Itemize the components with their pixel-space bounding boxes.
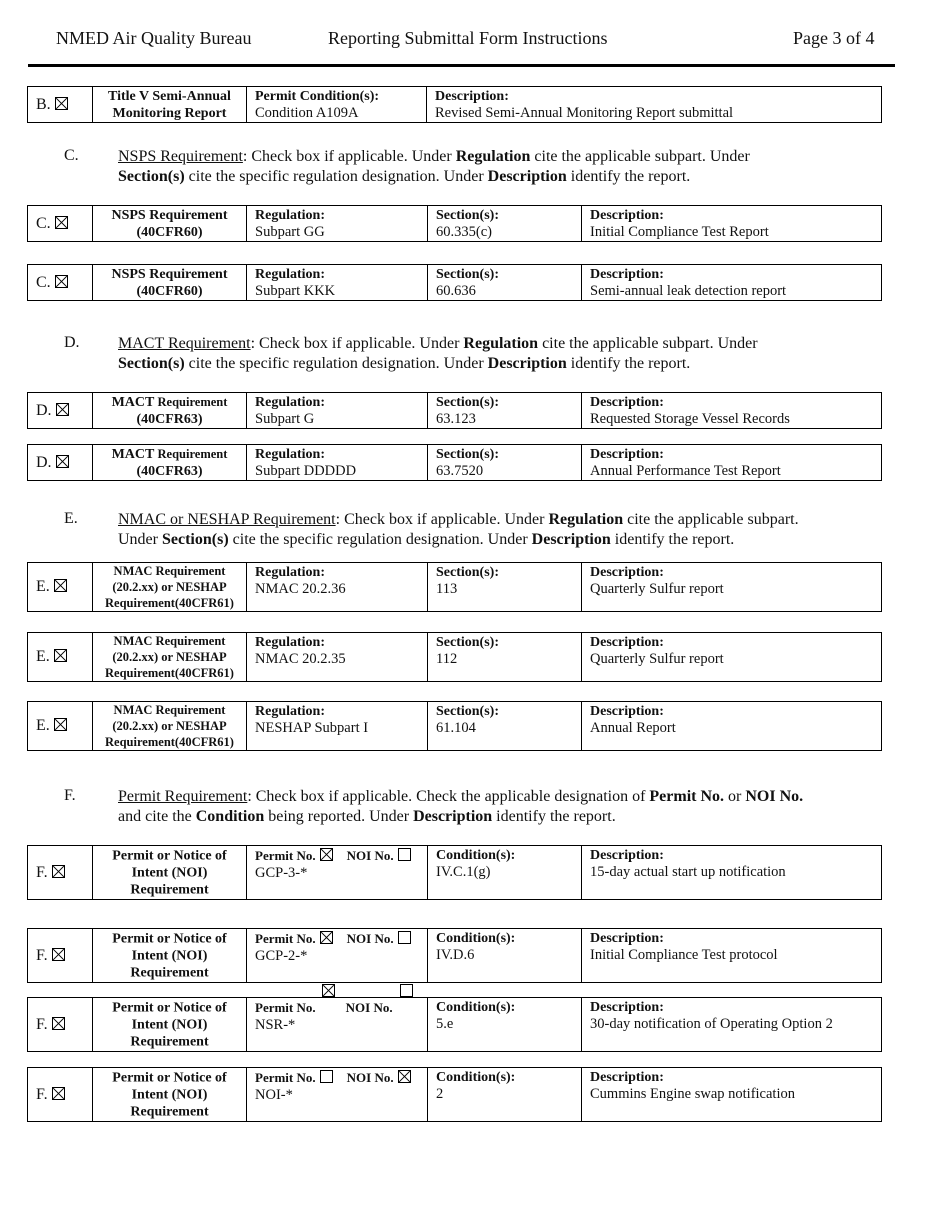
permit-condition-value[interactable]: Condition A109A [255, 105, 359, 121]
header-title: Reporting Submittal Form Instructions [328, 28, 608, 48]
row-letter: F. [36, 1015, 48, 1033]
permit-number-value[interactable]: GCP-3-* [255, 865, 308, 881]
permit-no-label: Permit No. [255, 1070, 316, 1085]
row-b [27, 86, 882, 123]
header-rule [28, 64, 895, 67]
permit-condition-cell [246, 87, 426, 122]
row-checkbox[interactable] [54, 649, 67, 662]
description-value[interactable]: Semi-annual leak detection report [590, 283, 787, 299]
section-value[interactable]: 60.335(c) [436, 224, 492, 240]
permit-no-checkbox[interactable] [320, 931, 333, 944]
noi-no-label: NOI No. [346, 1070, 394, 1085]
row-letter: F. [36, 1085, 48, 1103]
description-value[interactable]: 30-day notification of Operating Option 2 [590, 1016, 833, 1032]
section-letter: D. [64, 334, 80, 351]
row-f-2: F. Permit or Notice of Intent (NOI) Requirement Permit No. NOI No. GCP-2-* Condition(s): IV.D.6 Description: Initial Compliance Test protocol [27, 928, 882, 983]
permit-no-checkbox[interactable] [320, 1070, 333, 1083]
requirement-line: Monitoring Report [112, 105, 227, 121]
section-letter: F. [64, 787, 76, 804]
section-title: Permit Requirement [118, 788, 248, 805]
regulation-value[interactable]: Subpart DDDDD [255, 463, 357, 479]
noi-no-checkbox[interactable] [398, 848, 411, 861]
section-letter: C. [64, 147, 79, 164]
condition-value[interactable]: 5.e [436, 1016, 454, 1032]
description-value[interactable]: Requested Storage Vessel Records [590, 411, 790, 427]
section-title: NMAC or NESHAP Requirement [118, 511, 336, 528]
section-title: MACT Requirement [118, 335, 251, 352]
description-value[interactable]: Initial Compliance Test protocol [590, 947, 778, 963]
description-cell [426, 87, 881, 122]
section-value[interactable]: 60.636 [436, 283, 476, 299]
permit-no-label: Permit No. [255, 1000, 316, 1015]
section-c-instructions: NSPS Requirement: Check box if applicable. Under Regulation cite the applicable subpart. Under Section(s) cite the specific regulation designation. Under Description identify the report. [118, 148, 750, 185]
header-page-number: Page 3 of 4 [793, 28, 875, 48]
stray-checkbox-permit[interactable] [322, 984, 335, 997]
row-letter: E. [36, 648, 50, 665]
header-agency: NMED Air Quality Bureau [56, 28, 252, 48]
description-value[interactable]: Initial Compliance Test Report [590, 224, 769, 240]
noi-no-label: NOI No. [346, 931, 394, 946]
section-value[interactable]: 113 [436, 581, 458, 597]
row-letter: C. [36, 214, 51, 232]
regulation-value[interactable]: Subpart GG [255, 224, 325, 240]
section-d-instructions: MACT Requirement: Check box if applicable. Under Regulation cite the applicable subpart. Under Section(s) cite the specific regulation designation. Under Description identify the report. [118, 335, 758, 372]
row-checkbox[interactable] [56, 403, 69, 416]
row-checkbox[interactable] [54, 579, 67, 592]
section-e-instructions: NMAC or NESHAP Requirement: Check box if applicable. Under Regulation cite the applicable subpart. Under Section(s) cite the specific regulation designation. Under Description identify the report. [118, 511, 799, 548]
row-letter: E. [36, 717, 50, 734]
regulation-value[interactable]: Subpart G [255, 411, 315, 427]
condition-value[interactable]: 2 [436, 1086, 444, 1102]
row-letter: E. [36, 578, 50, 595]
regulation-value[interactable]: NESHAP Subpart I [255, 720, 369, 736]
permit-number-value[interactable]: GCP-2-* [255, 948, 308, 964]
section-value[interactable]: 61.104 [436, 720, 476, 736]
permit-no-checkbox[interactable] [320, 848, 333, 861]
requirement-line: Title V Semi-Annual [108, 88, 231, 104]
regulation-value[interactable]: Subpart KKK [255, 283, 336, 299]
description-value[interactable]: Annual Performance Test Report [590, 463, 781, 479]
row-letter: D. [36, 453, 52, 471]
row-e-1: E. NMAC Requirement (20.2.xx) or NESHAP Requirement(40CFR61) Regulation: NMAC 20.2.36 Section(s): 113 Description: Quarterly Sulfur report [27, 562, 882, 612]
description-value[interactable]: Quarterly Sulfur report [590, 651, 724, 667]
row-c-1: C. NSPS Requirement (40CFR60) Regulation: Subpart GG Section(s): 60.335(c) Description: Initial Compliance Test Report [27, 205, 882, 242]
row-checkbox[interactable] [55, 275, 68, 288]
section-title: NSPS Requirement [118, 148, 243, 165]
description-value[interactable]: Quarterly Sulfur report [590, 581, 724, 597]
regulation-value[interactable]: NMAC 20.2.35 [255, 651, 346, 667]
description-value[interactable]: 15-day actual start up notification [590, 864, 786, 880]
row-checkbox[interactable] [52, 1087, 65, 1100]
description-value[interactable]: Annual Report [590, 720, 676, 736]
requirement-cell [92, 87, 246, 122]
row-letter: F. [36, 946, 48, 964]
row-letter: C. [36, 273, 51, 291]
row-checkbox[interactable] [55, 97, 68, 110]
row-f-4: F. Permit or Notice of Intent (NOI) Requirement Permit No. NOI No. NOI-* Condition(s): 2 Description: Cummins Engine swap notification [27, 1067, 882, 1122]
row-checkbox[interactable] [52, 948, 65, 961]
row-e-3: E. NMAC Requirement (20.2.xx) or NESHAP Requirement(40CFR61) Regulation: NESHAP Subpart I Section(s): 61.104 Description: Annual Report [27, 701, 882, 751]
section-letter: E. [64, 510, 78, 527]
condition-value[interactable]: IV.D.6 [436, 947, 475, 963]
row-letter: D. [36, 401, 52, 419]
row-f-1: F. Permit or Notice of Intent (NOI) Requirement Permit No. NOI No. GCP-3-* Condition(s): IV.C.1(g) Description: 15-day actual start up notification [27, 845, 882, 900]
row-c-2: C. NSPS Requirement (40CFR60) Regulation: Subpart KKK Section(s): 60.636 Description: Semi-annual leak detection report [27, 264, 882, 301]
permit-no-label: Permit No. [255, 931, 316, 946]
row-checkbox[interactable] [54, 718, 67, 731]
stray-checkbox-noi[interactable] [400, 984, 413, 997]
condition-value[interactable]: IV.C.1(g) [436, 864, 491, 880]
row-checkbox[interactable] [52, 865, 65, 878]
noi-no-label: NOI No. [345, 1000, 393, 1015]
section-value[interactable]: 63.123 [436, 411, 476, 427]
noi-no-checkbox[interactable] [398, 1070, 411, 1083]
row-checkbox[interactable] [56, 455, 69, 468]
field-label: Permit Condition(s): [255, 89, 380, 104]
row-checkbox[interactable] [52, 1017, 65, 1030]
row-d-2: D. MACT Requirement (40CFR63) Regulation: Subpart DDDDD Section(s): 63.7520 Description: Annual Performance Test Report [27, 444, 882, 481]
permit-number-value[interactable]: NOI-* [255, 1087, 293, 1103]
row-e-2: E. NMAC Requirement (20.2.xx) or NESHAP Requirement(40CFR61) Regulation: NMAC 20.2.35 Section(s): 112 Description: Quarterly Sulfur report [27, 632, 882, 682]
row-letter: F. [36, 863, 48, 881]
field-label: Description: [435, 89, 509, 104]
section-f-instructions: Permit Requirement: Check box if applicable. Check the applicable designation of Permit No. or NOI No. and cite the Condition being reported. Under Description identify the report. [118, 788, 804, 825]
section-value[interactable]: 112 [436, 651, 458, 667]
description-value[interactable]: Revised Semi-Annual Monitoring Report submittal [435, 105, 734, 121]
permit-no-label: Permit No. [255, 848, 316, 863]
regulation-value[interactable]: NMAC 20.2.36 [255, 581, 346, 597]
noi-no-checkbox[interactable] [398, 931, 411, 944]
row-checkbox[interactable] [55, 216, 68, 229]
row-f-3: F. Permit or Notice of Intent (NOI) Requirement Permit No. NOI No. NSR-* Condition(s): 5.e Description: 30-day notification of Operating Option 2 [27, 997, 882, 1052]
description-value[interactable]: Cummins Engine swap notification [590, 1086, 795, 1102]
row-d-1: D. MACT Requirement (40CFR63) Regulation: Subpart G Section(s): 63.123 Description: Requested Storage Vessel Records [27, 392, 882, 429]
row-letter-cell [28, 87, 92, 122]
row-letter: B. [36, 95, 51, 113]
permit-number-value[interactable]: NSR-* [255, 1017, 296, 1033]
noi-no-label: NOI No. [346, 848, 394, 863]
section-value[interactable]: 63.7520 [436, 463, 484, 479]
